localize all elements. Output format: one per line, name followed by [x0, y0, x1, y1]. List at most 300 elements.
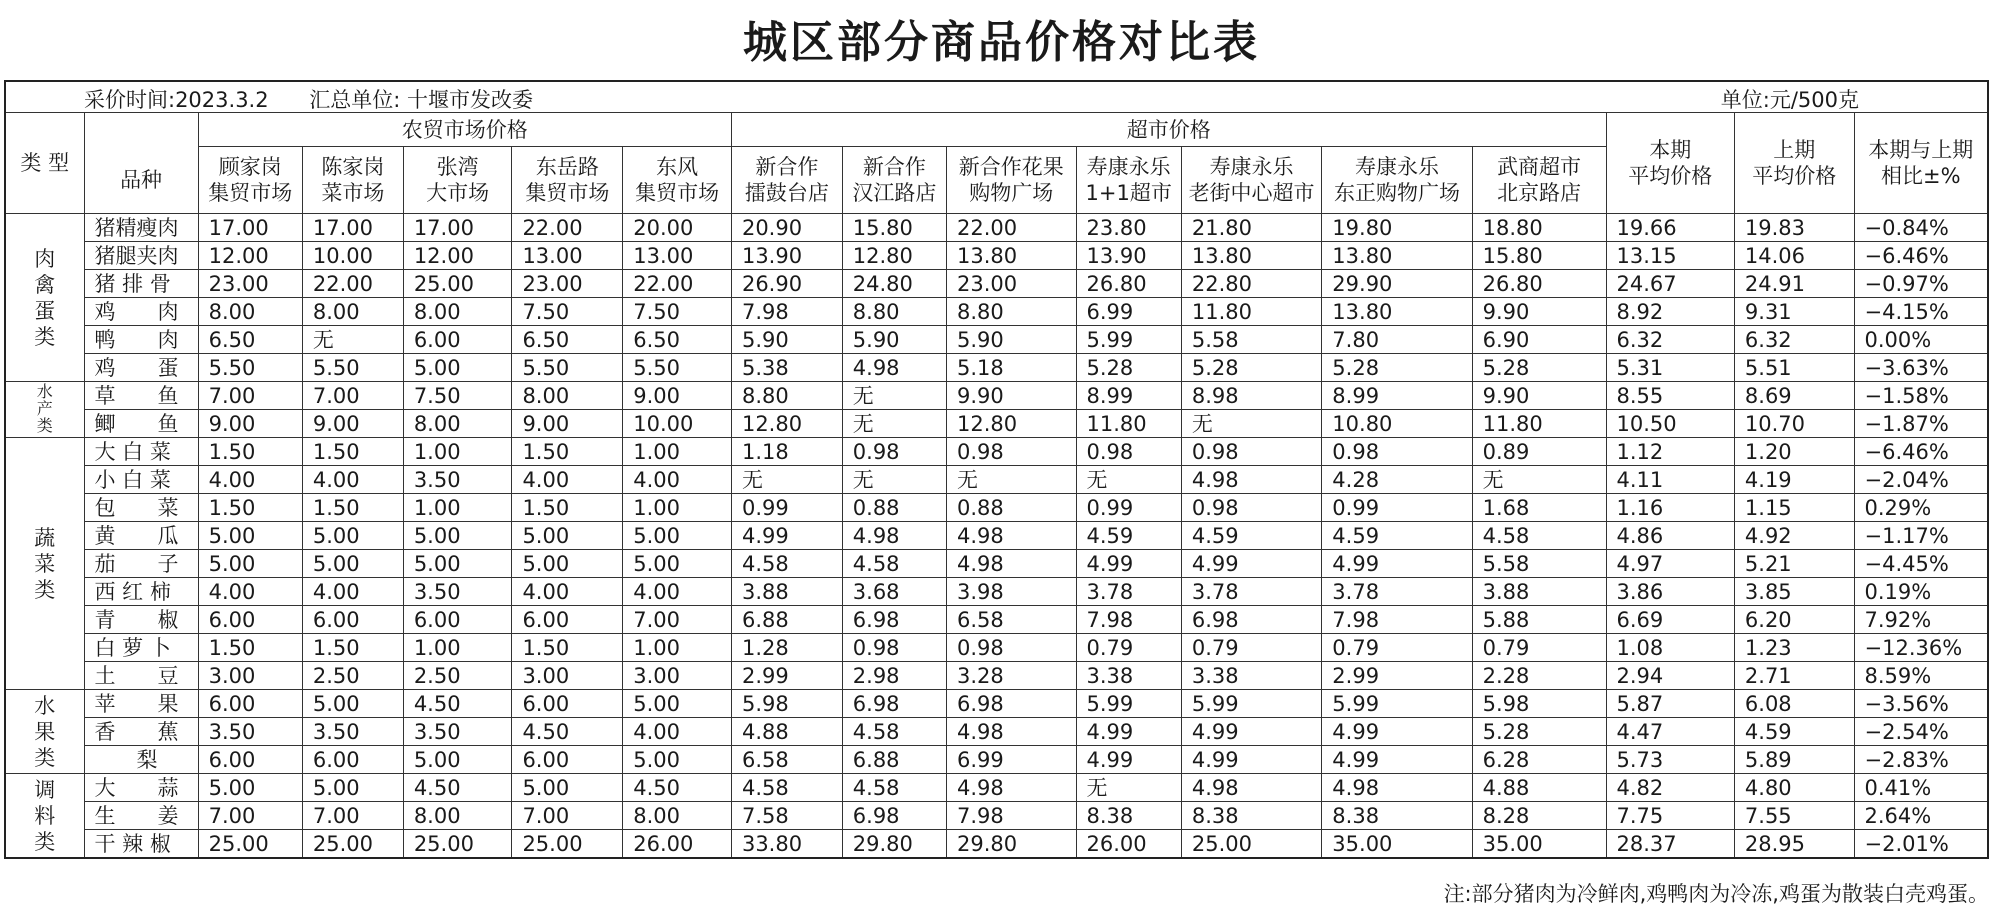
cur-cell: 4.82 — [1606, 774, 1734, 802]
price-cell: 4.98 — [1181, 466, 1321, 494]
price-cell: 4.88 — [731, 718, 842, 746]
price-cell: 17.00 — [302, 214, 403, 242]
ratio-cell: 0.41% — [1854, 774, 1988, 802]
price-cell: 3.00 — [623, 662, 732, 690]
cur-cell: 5.73 — [1606, 746, 1734, 774]
item-header: 品种 — [84, 147, 198, 214]
price-cell: 5.99 — [1181, 690, 1321, 718]
table-row — [5, 830, 1988, 859]
column-header-10: 寿康永乐 老街中心超市 — [1181, 147, 1321, 214]
price-cell: 4.98 — [842, 522, 946, 550]
cur-cell: 10.50 — [1606, 410, 1734, 438]
price-cell: 3.88 — [731, 578, 842, 606]
cur-cell: 6.32 — [1606, 326, 1734, 354]
price-cell: 4.98 — [947, 550, 1076, 578]
prev-cell: 1.23 — [1734, 634, 1854, 662]
price-cell: 0.88 — [947, 494, 1076, 522]
price-cell: 7.50 — [403, 382, 512, 410]
price-cell: 6.00 — [198, 746, 302, 774]
price-cell: 0.98 — [947, 634, 1076, 662]
price-cell: 6.58 — [731, 746, 842, 774]
column-header-6: 新合作 擂鼓台店 — [731, 147, 842, 214]
price-cell: 20.90 — [731, 214, 842, 242]
price-cell: 4.00 — [302, 466, 403, 494]
prev-cell: 9.31 — [1734, 298, 1854, 326]
price-cell: 9.90 — [1472, 298, 1606, 326]
price-cell: 5.18 — [947, 354, 1076, 382]
price-cell: 6.98 — [1181, 606, 1321, 634]
ratio-cell: 0.19% — [1854, 578, 1988, 606]
table-row — [5, 438, 1988, 466]
price-cell: 4.00 — [198, 578, 302, 606]
table-body — [5, 214, 1988, 859]
column-header-7: 新合作 汉江路店 — [842, 147, 946, 214]
price-cell: 5.90 — [842, 326, 946, 354]
prev-cell: 4.59 — [1734, 718, 1854, 746]
price-cell: 5.28 — [1472, 718, 1606, 746]
price-cell: 11.80 — [1181, 298, 1321, 326]
item-name: 干 辣 椒 — [84, 830, 198, 859]
price-cell: 0.99 — [731, 494, 842, 522]
price-cell: 4.99 — [1076, 550, 1181, 578]
price-cell: 3.00 — [198, 662, 302, 690]
price-cell: 6.98 — [842, 690, 946, 718]
price-cell: 6.99 — [947, 746, 1076, 774]
price-cell: 12.80 — [947, 410, 1076, 438]
price-cell: 22.00 — [302, 270, 403, 298]
price-cell: 4.99 — [1076, 718, 1181, 746]
price-cell: 9.00 — [198, 410, 302, 438]
ratio-cell: 7.92% — [1854, 606, 1988, 634]
price-cell: 8.38 — [1076, 802, 1181, 830]
price-cell: 4.99 — [1322, 746, 1472, 774]
cur-cell: 8.92 — [1606, 298, 1734, 326]
column-header-1: 顾家岗 集贸市场 — [198, 147, 302, 214]
category-cell — [5, 438, 84, 690]
price-cell: 3.50 — [403, 578, 512, 606]
price-cell: 20.00 — [623, 214, 732, 242]
price-cell: 11.80 — [1472, 410, 1606, 438]
price-cell: 7.98 — [731, 298, 842, 326]
price-cell: 4.00 — [512, 466, 623, 494]
ratio-cell: −0.84% — [1854, 214, 1988, 242]
price-cell: 4.00 — [198, 466, 302, 494]
price-cell: 4.98 — [1181, 774, 1321, 802]
ratio-cell: −6.46% — [1854, 242, 1988, 270]
item-name: 西 红 柿 — [84, 578, 198, 606]
price-cell: 26.90 — [731, 270, 842, 298]
table-row — [5, 466, 1988, 494]
price-cell: 0.98 — [947, 438, 1076, 466]
item-name: 大 白 菜 — [84, 438, 198, 466]
price-cell: 6.58 — [947, 606, 1076, 634]
table-row — [5, 690, 1988, 718]
cur-cell: 1.16 — [1606, 494, 1734, 522]
price-cell: 0.79 — [1076, 634, 1181, 662]
price-cell: 1.50 — [302, 438, 403, 466]
table-row — [5, 270, 1988, 298]
price-cell: 4.50 — [512, 718, 623, 746]
cur-cell: 8.55 — [1606, 382, 1734, 410]
price-cell: 0.98 — [1076, 438, 1181, 466]
price-cell: 26.00 — [623, 830, 732, 859]
price-cell: 5.38 — [731, 354, 842, 382]
price-cell: 33.80 — [731, 830, 842, 859]
price-cell: 无 — [1181, 410, 1321, 438]
super-group-header: 超市价格 — [731, 113, 1606, 147]
prev-cell: 14.06 — [1734, 242, 1854, 270]
price-cell: 29.80 — [947, 830, 1076, 859]
price-cell: 13.80 — [1322, 242, 1472, 270]
ratio-cell: −1.58% — [1854, 382, 1988, 410]
prev-cell: 5.21 — [1734, 550, 1854, 578]
price-cell: 8.28 — [1472, 802, 1606, 830]
price-cell: 8.98 — [1181, 382, 1321, 410]
table-row — [5, 634, 1988, 662]
price-cell: 6.00 — [403, 326, 512, 354]
price-cell: 无 — [302, 326, 403, 354]
price-cell: 3.38 — [1076, 662, 1181, 690]
price-cell: 0.98 — [842, 634, 946, 662]
cur-cell: 24.67 — [1606, 270, 1734, 298]
price-cell: 5.98 — [731, 690, 842, 718]
table-row — [5, 746, 1988, 774]
price-cell: 无 — [1076, 466, 1181, 494]
item-name: 大 蒜 — [84, 774, 198, 802]
price-cell: 12.00 — [403, 242, 512, 270]
price-cell: 8.00 — [198, 298, 302, 326]
table-row — [5, 382, 1988, 410]
price-cell: 4.58 — [731, 550, 842, 578]
column-header-8: 新合作花果 购物广场 — [947, 147, 1076, 214]
price-cell: 1.50 — [512, 634, 623, 662]
price-cell: 5.28 — [1322, 354, 1472, 382]
price-cell: 4.98 — [1322, 774, 1472, 802]
price-cell: 24.80 — [842, 270, 946, 298]
cur-cell: 19.66 — [1606, 214, 1734, 242]
table-row — [5, 326, 1988, 354]
price-cell: 26.80 — [1472, 270, 1606, 298]
price-cell: 6.00 — [198, 690, 302, 718]
price-cell: 4.58 — [842, 718, 946, 746]
price-cell: 7.58 — [731, 802, 842, 830]
price-cell: 23.00 — [512, 270, 623, 298]
price-cell: 25.00 — [403, 830, 512, 859]
price-cell: 7.50 — [512, 298, 623, 326]
price-cell: 5.00 — [623, 522, 732, 550]
price-cell: 29.80 — [842, 830, 946, 859]
price-cell: 5.58 — [1181, 326, 1321, 354]
price-cell: 23.00 — [947, 270, 1076, 298]
price-cell: 13.80 — [947, 242, 1076, 270]
price-cell: 7.00 — [198, 802, 302, 830]
item-name: 土 豆 — [84, 662, 198, 690]
column-header-2: 陈家岗 菜市场 — [302, 147, 403, 214]
price-cell: 无 — [1472, 466, 1606, 494]
price-cell: 6.98 — [842, 606, 946, 634]
price-cell: 0.99 — [1322, 494, 1472, 522]
item-name: 小 白 菜 — [84, 466, 198, 494]
table-row — [5, 494, 1988, 522]
price-cell: 1.00 — [403, 438, 512, 466]
price-cell: 4.99 — [1322, 718, 1472, 746]
price-cell: 7.00 — [302, 382, 403, 410]
price-cell: 无 — [842, 466, 946, 494]
price-cell: 0.79 — [1322, 634, 1472, 662]
survey-date: 采价时间:2023.3.2 — [84, 88, 269, 112]
price-cell: 4.58 — [1472, 522, 1606, 550]
price-cell: 22.00 — [512, 214, 623, 242]
prev-cell: 28.95 — [1734, 830, 1854, 859]
price-cell: 4.59 — [1322, 522, 1472, 550]
price-cell: 17.00 — [198, 214, 302, 242]
price-cell: 0.98 — [1322, 438, 1472, 466]
price-cell: 25.00 — [302, 830, 403, 859]
price-cell: 8.00 — [623, 802, 732, 830]
prev-cell: 1.15 — [1734, 494, 1854, 522]
price-cell: 1.50 — [198, 494, 302, 522]
price-cell: 4.99 — [1181, 550, 1321, 578]
price-cell: 4.99 — [731, 522, 842, 550]
price-cell: 19.80 — [1322, 214, 1472, 242]
prev-cell: 2.71 — [1734, 662, 1854, 690]
price-cell: 5.00 — [302, 774, 403, 802]
prev-cell: 4.80 — [1734, 774, 1854, 802]
cur-avg-header: 本期 平均价格 — [1606, 113, 1734, 214]
price-cell: 7.98 — [1322, 606, 1472, 634]
price-cell: 1.18 — [731, 438, 842, 466]
price-cell: 4.50 — [403, 690, 512, 718]
price-cell: 3.78 — [1076, 578, 1181, 606]
group-header-row — [5, 113, 1988, 147]
price-cell: 8.00 — [302, 298, 403, 326]
price-cell: 6.00 — [512, 606, 623, 634]
price-cell: 8.00 — [403, 802, 512, 830]
ratio-cell: −4.45% — [1854, 550, 1988, 578]
price-cell: 8.38 — [1181, 802, 1321, 830]
price-cell: 8.00 — [403, 298, 512, 326]
price-cell: 7.00 — [623, 606, 732, 634]
price-cell: 6.99 — [1076, 298, 1181, 326]
price-cell: 15.80 — [842, 214, 946, 242]
price-cell: 无 — [842, 410, 946, 438]
price-cell: 5.50 — [302, 354, 403, 382]
category-cell — [5, 690, 84, 774]
price-cell: 1.50 — [302, 494, 403, 522]
prev-cell: 5.51 — [1734, 354, 1854, 382]
price-cell: 7.00 — [512, 802, 623, 830]
price-cell: 8.99 — [1322, 382, 1472, 410]
ratio-cell: −4.15% — [1854, 298, 1988, 326]
price-sheet — [4, 80, 1989, 859]
ratio-cell: 2.64% — [1854, 802, 1988, 830]
price-cell: 6.88 — [842, 746, 946, 774]
table-row — [5, 662, 1988, 690]
price-cell: 3.98 — [947, 578, 1076, 606]
price-cell: 21.80 — [1181, 214, 1321, 242]
price-cell: 1.00 — [623, 438, 732, 466]
price-cell: 5.00 — [623, 746, 732, 774]
price-cell: 5.00 — [512, 774, 623, 802]
price-cell: 4.00 — [623, 578, 732, 606]
price-cell: 0.98 — [842, 438, 946, 466]
prev-cell: 5.89 — [1734, 746, 1854, 774]
price-cell: 0.79 — [1181, 634, 1321, 662]
price-cell: 8.00 — [512, 382, 623, 410]
farm-group-header: 农贸市场价格 — [198, 113, 731, 147]
price-cell: 4.58 — [731, 774, 842, 802]
item-name: 梨 — [84, 746, 198, 774]
price-cell: 6.98 — [842, 802, 946, 830]
prev-cell: 4.19 — [1734, 466, 1854, 494]
item-name: 鸡 蛋 — [84, 354, 198, 382]
cur-cell: 6.69 — [1606, 606, 1734, 634]
price-cell: 6.50 — [623, 326, 732, 354]
price-cell: 3.50 — [302, 718, 403, 746]
price-cell: 5.98 — [1472, 690, 1606, 718]
category-label: 水产类 — [36, 381, 53, 435]
price-cell: 6.50 — [512, 326, 623, 354]
price-cell: 5.50 — [512, 354, 623, 382]
price-cell: 7.80 — [1322, 326, 1472, 354]
prev-cell: 3.85 — [1734, 578, 1854, 606]
price-cell: 22.00 — [623, 270, 732, 298]
price-cell: 13.90 — [731, 242, 842, 270]
price-cell: 0.98 — [1181, 438, 1321, 466]
price-cell: 4.98 — [842, 354, 946, 382]
item-name: 猪腿夹肉 — [84, 242, 198, 270]
price-cell: 4.28 — [1322, 466, 1472, 494]
price-cell: 3.38 — [1181, 662, 1321, 690]
price-cell: 5.00 — [302, 550, 403, 578]
column-header-4: 东岳路 集贸市场 — [512, 147, 623, 214]
price-cell: 无 — [1076, 774, 1181, 802]
ratio-cell: 0.29% — [1854, 494, 1988, 522]
cur-cell: 5.31 — [1606, 354, 1734, 382]
item-name: 包 菜 — [84, 494, 198, 522]
ratio-cell: −1.17% — [1854, 522, 1988, 550]
ratio-cell: 0.00% — [1854, 326, 1988, 354]
cur-cell: 4.97 — [1606, 550, 1734, 578]
price-cell: 10.80 — [1322, 410, 1472, 438]
price-cell: 5.00 — [198, 522, 302, 550]
category-cell — [5, 774, 84, 859]
item-name: 香 蕉 — [84, 718, 198, 746]
price-cell: 4.98 — [947, 522, 1076, 550]
blank-header — [84, 113, 198, 147]
price-cell: 35.00 — [1322, 830, 1472, 859]
price-cell: 0.88 — [842, 494, 946, 522]
price-unit: 单位:元/500克 — [1720, 88, 1859, 112]
column-header-12: 武商超市 北京路店 — [1472, 147, 1606, 214]
ratio-header: 本期与上期 相比±% — [1854, 113, 1988, 214]
price-cell: 8.99 — [1076, 382, 1181, 410]
prev-cell: 6.08 — [1734, 690, 1854, 718]
price-cell: 1.50 — [302, 634, 403, 662]
price-cell: 3.50 — [198, 718, 302, 746]
meta-row — [4, 80, 1989, 112]
price-cell: 6.00 — [302, 746, 403, 774]
price-cell: 无 — [842, 382, 946, 410]
table-row — [5, 802, 1988, 830]
price-cell: 3.50 — [403, 718, 512, 746]
price-cell: 6.00 — [302, 606, 403, 634]
price-cell: 8.80 — [842, 298, 946, 326]
cur-cell: 4.86 — [1606, 522, 1734, 550]
ratio-cell: −3.63% — [1854, 354, 1988, 382]
price-cell: 6.88 — [731, 606, 842, 634]
price-cell: 26.00 — [1076, 830, 1181, 859]
price-cell: 6.00 — [512, 746, 623, 774]
price-cell: 4.99 — [1322, 550, 1472, 578]
price-cell: 4.99 — [1076, 746, 1181, 774]
ratio-cell: −3.56% — [1854, 690, 1988, 718]
category-label: 调料类 — [34, 777, 56, 854]
table-row — [5, 718, 1988, 746]
table-row — [5, 298, 1988, 326]
price-cell: 9.00 — [623, 382, 732, 410]
item-name: 鸡 肉 — [84, 298, 198, 326]
price-cell: 6.28 — [1472, 746, 1606, 774]
item-name: 鲫 鱼 — [84, 410, 198, 438]
table-row — [5, 214, 1988, 242]
price-cell: 5.99 — [1076, 690, 1181, 718]
price-cell: 4.00 — [623, 718, 732, 746]
price-cell: 25.00 — [198, 830, 302, 859]
price-cell: 22.00 — [947, 214, 1076, 242]
price-cell: 1.68 — [1472, 494, 1606, 522]
price-cell: 25.00 — [403, 270, 512, 298]
prev-cell: 7.55 — [1734, 802, 1854, 830]
item-name: 苹 果 — [84, 690, 198, 718]
price-cell: 7.00 — [302, 802, 403, 830]
price-cell: 5.90 — [731, 326, 842, 354]
cur-cell: 1.12 — [1606, 438, 1734, 466]
price-cell: 13.80 — [1322, 298, 1472, 326]
item-name: 茄 子 — [84, 550, 198, 578]
table-row — [5, 578, 1988, 606]
prev-avg-header: 上期 平均价格 — [1734, 113, 1854, 214]
item-name: 黄 瓜 — [84, 522, 198, 550]
item-name: 猪 排 骨 — [84, 270, 198, 298]
price-cell: 1.50 — [512, 494, 623, 522]
item-name: 猪精瘦肉 — [84, 214, 198, 242]
category-label: 水果类 — [34, 693, 56, 770]
cur-cell: 2.94 — [1606, 662, 1734, 690]
cur-cell: 7.75 — [1606, 802, 1734, 830]
item-name: 鸭 肉 — [84, 326, 198, 354]
price-cell: 18.80 — [1472, 214, 1606, 242]
price-cell: 3.78 — [1181, 578, 1321, 606]
price-cell: 13.00 — [512, 242, 623, 270]
cur-cell: 3.86 — [1606, 578, 1734, 606]
price-cell: 4.59 — [1181, 522, 1321, 550]
price-cell: 无 — [947, 466, 1076, 494]
category-cell — [5, 214, 84, 382]
price-cell: 8.38 — [1322, 802, 1472, 830]
price-cell: 4.00 — [512, 578, 623, 606]
price-cell: 4.99 — [1181, 718, 1321, 746]
price-cell: 1.50 — [198, 438, 302, 466]
price-cell: 0.79 — [1472, 634, 1606, 662]
prev-cell: 6.20 — [1734, 606, 1854, 634]
type-header: 类 型 — [5, 113, 84, 214]
price-cell: 1.00 — [403, 634, 512, 662]
price-cell: 5.00 — [512, 522, 623, 550]
price-cell: 6.90 — [1472, 326, 1606, 354]
price-cell: 5.28 — [1181, 354, 1321, 382]
page-title: 城区部分商品价格对比表 — [743, 17, 1260, 68]
